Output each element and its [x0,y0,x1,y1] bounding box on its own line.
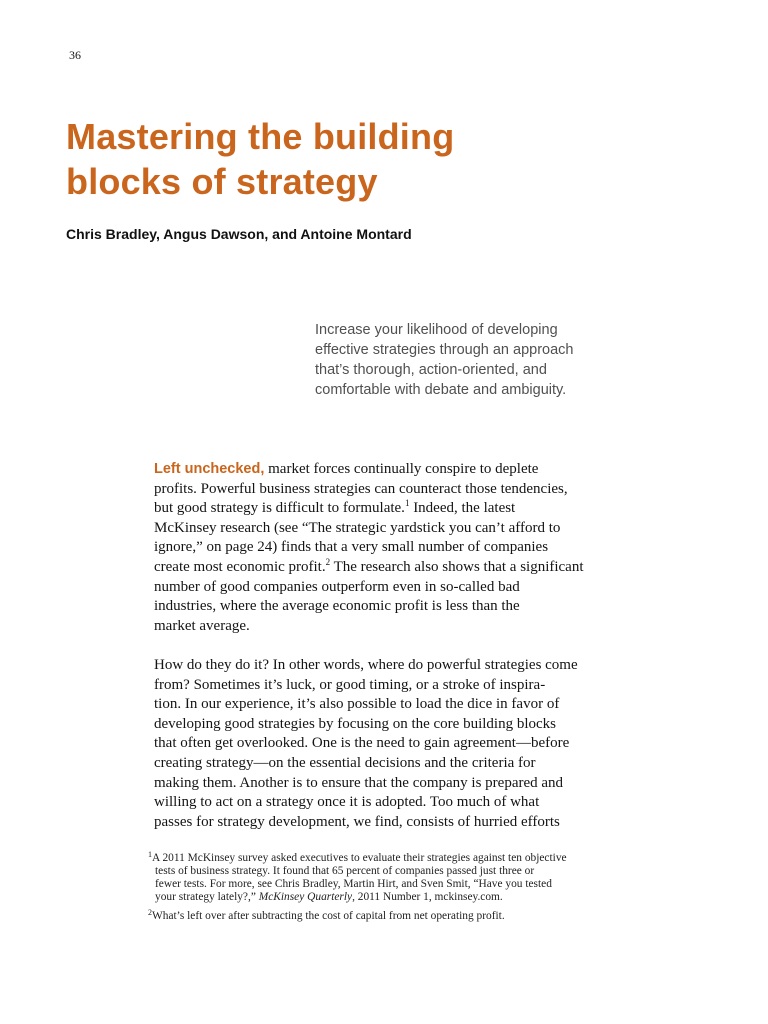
author-byline: Chris Bradley, Angus Dawson, and Antoine Montard [66,226,412,242]
body-line: profits. Powerful business strategies can counteract those tendencies, [154,480,568,497]
article-body [154,460,694,832]
dek-line: Increase your likelihood of developing [315,322,558,338]
title-line: blocks of strategy [66,161,378,202]
footnote-line [148,910,708,923]
footnote-text: your strategy lately?,” [155,891,259,903]
body-paragraph-1 [154,460,694,636]
footnote-marker: 1 [148,850,152,859]
body-line [154,499,694,519]
body-line: industries, where the average economic profit is less than the [154,598,520,615]
body-line: developing good strategies by focusing on the core building blocks [154,715,557,732]
publication-name: McKinsey Quarterly [258,891,353,903]
body-line: willing to act on a strategy once it is adopted. Too much of what [154,794,540,811]
body-line: that often get overlooked. One is the need to gain agreement—before [154,735,570,752]
body-text: The research also shows that a significant [330,558,584,575]
body-text: but good strategy is difficult to formulate. [154,500,405,517]
body-line: creating strategy—on the essential decisions and the criteria for [154,754,536,771]
dek-line: that’s thorough, action-oriented, and [315,362,547,378]
body-line: making them. Another is to ensure that the company is prepared and [154,774,564,791]
body-line [154,558,694,578]
footnotes [148,852,708,923]
body-line: market average. [154,617,250,634]
body-text: market forces continually conspire to deplete [264,461,539,477]
dek-line: effective strategies through an approach [315,342,574,358]
body-line: McKinsey research (see “The strategic yardstick you can’t afford to [154,519,561,536]
footnote-line: fewer tests. For more, see Chris Bradley, Martin Hirt, and Sven Smit, “Have you tested [155,878,552,890]
footnote-1 [148,852,708,904]
body-line: passes for strategy development, we find, consists of hurried efforts [154,813,560,830]
body-line: number of good companies outperform even in so-called bad [154,578,520,595]
article-title [66,114,686,204]
footnote-text: , 2011 Number 1, mckinsey.com. [352,891,503,903]
dek-line: comfortable with debate and ambiguity. [315,382,567,398]
body-line [154,460,694,480]
body-paragraph-2 [154,656,694,832]
footnote-marker: 2 [148,908,152,917]
footnote-ref-2: 2 [325,556,331,567]
body-line: How do they do it? In other words, where do powerful strategies come [154,656,578,673]
lead-in: Left unchecked, [154,461,265,477]
footnote-line [148,891,708,904]
body-text: create most economic profit. [154,558,326,575]
body-line: tion. In our experience, it’s also possible to load the dice in favor of [154,696,560,713]
footnote-line [148,852,708,865]
footnote-2 [148,910,708,923]
footnote-ref-1: 1 [404,498,410,509]
title-line: Mastering the building [66,116,455,157]
body-line: from? Sometimes it’s luck, or good timing, or a stroke of inspira- [154,676,546,693]
footnote-text: What’s left over after subtracting the cost of capital from net operating profit. [152,910,505,922]
footnote-text: A 2011 McKinsey survey asked executives to evaluate their strategies against ten objective [152,852,567,864]
body-text: Indeed, the latest [409,500,516,517]
article-dek [315,320,695,400]
footnote-line: tests of business strategy. It found that 65 percent of companies passed just three or [155,865,535,877]
page-number: 36 [69,48,81,62]
body-line: ignore,” on page 24) finds that a very small number of companies [154,539,549,556]
